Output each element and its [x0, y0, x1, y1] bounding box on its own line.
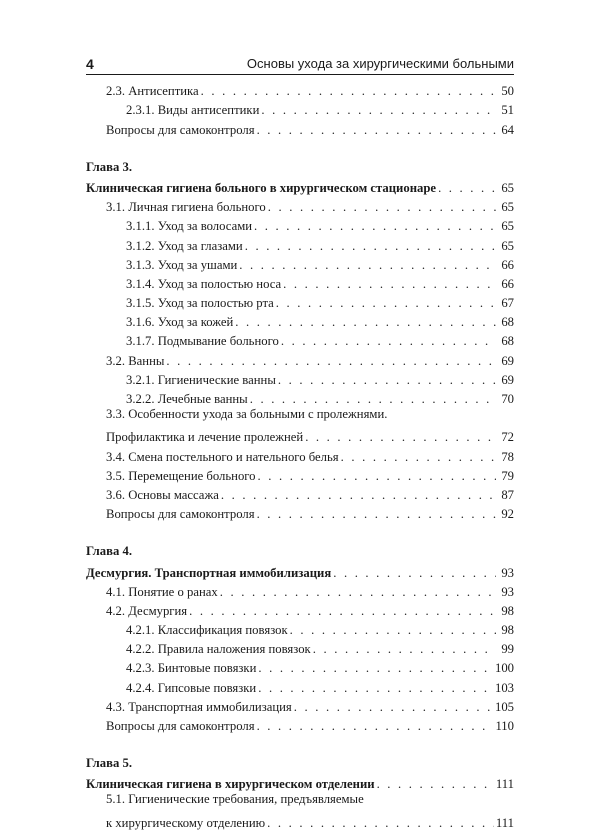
leader-dots [258, 681, 493, 696]
toc-entry-title: 4.2.4. Гипсовые повязки [126, 680, 257, 695]
toc-entry-page: 93 [501, 565, 514, 580]
toc-entry-title: 4.1. Понятие о ранах [106, 584, 218, 599]
toc-entry-page: 111 [495, 815, 514, 830]
toc-entry-page: 111 [495, 777, 514, 792]
toc-entry[interactable] [86, 581, 514, 600]
page-number: 4 [86, 56, 94, 72]
leader-dots [341, 450, 496, 465]
toc-entry-page: 65 [501, 180, 514, 195]
toc-entry[interactable] [86, 273, 514, 292]
toc-entry[interactable] [86, 369, 514, 388]
header-rule [86, 74, 514, 75]
leader-dots [258, 469, 496, 484]
chapter-title-entry[interactable] [86, 177, 514, 196]
chapter-title-entry[interactable] [86, 773, 514, 792]
toc-entry-page: 69 [501, 353, 514, 368]
toc-entry-page: 87 [501, 487, 514, 502]
toc-entry-title: 3.1. Личная гигиена больного [106, 200, 266, 215]
toc-entry[interactable] [86, 484, 514, 503]
toc-entry[interactable] [86, 445, 514, 464]
toc-entry-title: Вопросы для самоконтроля [106, 719, 255, 733]
leader-dots [305, 430, 496, 445]
toc-entry[interactable] [86, 292, 514, 311]
toc-entry-title: 4.2.2. Правила наложения повязок [126, 642, 311, 657]
toc-entry-page: 68 [501, 315, 514, 330]
toc-entry-page: 51 [501, 103, 514, 118]
toc-entry-page: 99 [501, 642, 514, 657]
leader-dots [245, 239, 496, 254]
toc-entry[interactable] [86, 792, 514, 811]
chapter-label: Глава 4. [86, 544, 132, 559]
toc-entry-title: 5.1. Гигиенические требования, предъявляемые [106, 792, 364, 807]
toc-entry[interactable] [86, 503, 514, 522]
leader-dots [257, 719, 494, 734]
leader-dots [201, 84, 496, 99]
toc-entry-title: 3.1.3. Уход за ушами [126, 257, 238, 272]
toc-entry[interactable] [86, 311, 514, 330]
toc-entry[interactable] [86, 118, 514, 137]
toc-entry[interactable] [86, 676, 514, 695]
toc-entry-page: 105 [494, 699, 514, 714]
toc-entry-title: 3.1.2. Уход за глазами [126, 238, 243, 253]
leader-dots [258, 661, 493, 676]
toc-entry[interactable] [86, 600, 514, 619]
toc-entry-page: 65 [501, 219, 514, 234]
toc-entry-page: 79 [501, 468, 514, 483]
leader-dots [276, 296, 496, 311]
toc-entry-title: 4.3. Транспортная иммобилизация [106, 699, 292, 714]
toc-entry-page: 69 [501, 372, 514, 387]
toc-entry-title: 3.5. Перемещение больного [106, 468, 256, 483]
toc-entry-title: 4.2. Десмургия [106, 603, 188, 618]
leader-dots [267, 816, 494, 831]
toc-entry-page: 98 [501, 623, 514, 638]
table-of-contents [86, 80, 514, 831]
toc-entry-page: 98 [501, 603, 514, 618]
toc-entry-title: 3.2.1. Гигиенические ванны [126, 372, 276, 387]
toc-entry[interactable] [86, 196, 514, 215]
toc-entry-page: 64 [501, 122, 514, 137]
toc-entry-page: 78 [501, 449, 514, 464]
toc-entry[interactable] [86, 215, 514, 234]
leader-dots [333, 566, 496, 581]
leader-dots [283, 277, 496, 292]
leader-dots [166, 354, 496, 369]
toc-entry-title: к хирургическому отделению [106, 815, 266, 830]
leader-dots [189, 604, 496, 619]
toc-entry-page: 50 [501, 84, 514, 99]
toc-entry[interactable] [86, 812, 514, 831]
toc-entry[interactable] [86, 696, 514, 715]
toc-entry-page: 66 [501, 257, 514, 272]
toc-entry-title: 3.2.2. Лечебные ванны [126, 392, 248, 406]
toc-entry-title: 3.1.4. Уход за полостью носа [126, 276, 282, 291]
toc-entry-title: 3.2. Ванны [106, 353, 165, 368]
toc-entry-title: 4.2.3. Бинтовые повязки [126, 661, 257, 676]
leader-dots [281, 334, 496, 349]
toc-entry[interactable] [86, 254, 514, 273]
toc-entry[interactable] [86, 349, 514, 368]
toc-entry-page: 110 [495, 719, 514, 733]
toc-entry-title: 3.1.1. Уход за волосами [126, 219, 253, 234]
toc-entry-page: 92 [501, 507, 514, 522]
leader-dots [290, 623, 496, 638]
leader-dots [377, 777, 494, 792]
toc-entry-title: Профилактика и лечение пролежней [106, 430, 304, 445]
toc-entry-page: 68 [501, 334, 514, 349]
toc-entry-page: 65 [501, 200, 514, 215]
toc-entry-page: 103 [494, 680, 514, 695]
running-header [86, 56, 514, 72]
toc-entry[interactable] [86, 234, 514, 253]
chapter-title: Десмургия. Транспортная иммобилизация [86, 565, 332, 580]
leader-dots [221, 488, 496, 503]
leader-dots [438, 181, 496, 196]
toc-entry-title: 3.3. Особенности ухода за больными с пролежнями. [106, 407, 388, 421]
toc-entry-title: 3.4. Смена постельного и нательного белья [106, 449, 339, 464]
toc-entry[interactable] [86, 80, 514, 99]
leader-dots [220, 585, 496, 600]
leader-dots [261, 103, 496, 118]
toc-entry-page: 66 [501, 276, 514, 291]
toc-entry-page: 100 [494, 661, 514, 676]
toc-entry-page: 93 [501, 584, 514, 599]
toc-entry[interactable] [86, 465, 514, 484]
toc-entry-title: 3.1.6. Уход за кожей [126, 315, 234, 330]
leader-dots [294, 700, 493, 715]
leader-dots [235, 315, 496, 330]
toc-entry[interactable] [86, 426, 514, 445]
chapter-title: Клиническая гигиена больного в хирургическом стационаре [86, 180, 437, 195]
toc-entry-page: 65 [501, 238, 514, 253]
toc-entry-title: Вопросы для самоконтроля [106, 507, 255, 522]
chapter-label: Глава 5. [86, 756, 132, 770]
toc-entry[interactable] [86, 657, 514, 676]
leader-dots [250, 392, 496, 407]
toc-entry-page: 72 [501, 430, 514, 445]
chapter-title-entry[interactable] [86, 561, 514, 580]
chapter-title: Клиническая гигиена в хирургическом отделении [86, 777, 375, 792]
toc-entry-title: Вопросы для самоконтроля [106, 122, 255, 137]
toc-entry[interactable] [86, 407, 514, 426]
toc-entry-title: 4.2.1. Классификация повязок [126, 623, 288, 638]
toc-entry-title: 2.3.1. Виды антисептики [126, 103, 260, 118]
leader-dots [313, 642, 496, 657]
chapter-label: Глава 3. [86, 159, 132, 174]
running-title: Основы ухода за хирургическими больными [246, 56, 514, 71]
toc-entry[interactable] [86, 99, 514, 118]
toc-entry[interactable] [86, 619, 514, 638]
toc-entry-title: 2.3. Антисептика [106, 84, 199, 99]
toc-entry-title: 3.6. Основы массажа [106, 487, 219, 502]
toc-entry-page: 70 [501, 392, 514, 406]
leader-dots [268, 200, 496, 215]
leader-dots [239, 258, 496, 273]
toc-entry-title: 3.1.5. Уход за полостью рта [126, 296, 274, 311]
leader-dots [257, 507, 496, 522]
toc-entry[interactable] [86, 715, 514, 734]
leader-dots [278, 373, 496, 388]
leader-dots [257, 123, 496, 138]
toc-entry[interactable] [86, 388, 514, 407]
toc-entry[interactable] [86, 638, 514, 657]
toc-entry-title: 3.1.7. Подмывание больного [126, 334, 279, 349]
toc-entry[interactable] [86, 330, 514, 349]
leader-dots [254, 219, 496, 234]
toc-entry-page: 67 [501, 296, 514, 311]
